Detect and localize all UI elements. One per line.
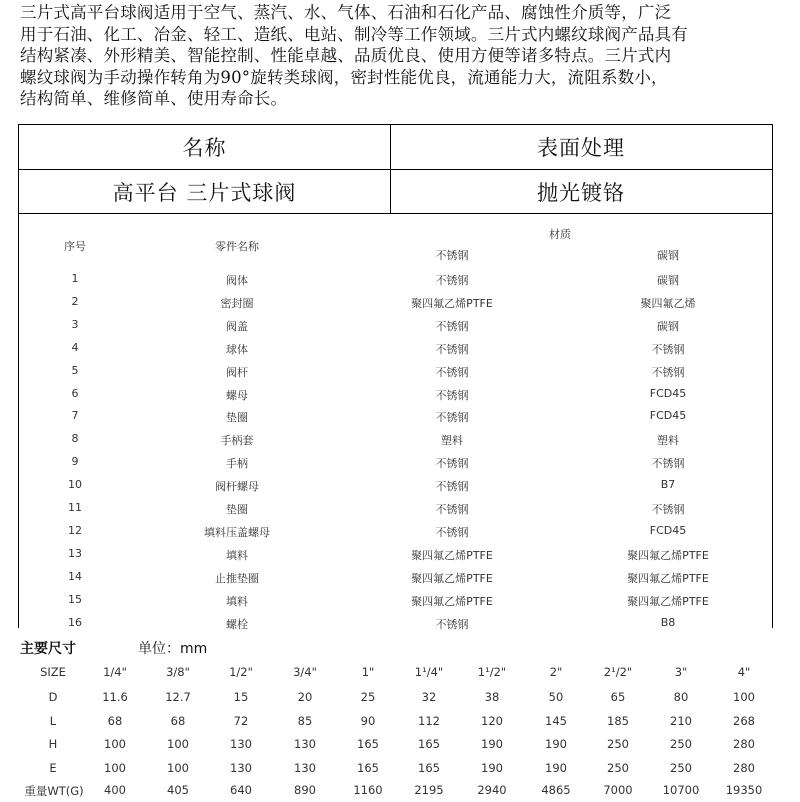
dim-row-label: L xyxy=(49,714,57,728)
dim-value: 7000 xyxy=(603,783,633,797)
dim-row-label: 重量WT(G) xyxy=(24,784,84,798)
name-finish-table xyxy=(18,124,773,214)
dim-value: 15 xyxy=(233,690,249,704)
dim-value: 90 xyxy=(360,714,376,728)
dim-value: 85 xyxy=(297,714,313,728)
size-value: 3" xyxy=(674,665,688,679)
dim-value: 890 xyxy=(294,783,316,797)
size-value: 1" xyxy=(361,665,375,679)
dim-value: 65 xyxy=(610,690,626,704)
dim-value: 640 xyxy=(230,783,252,797)
size-value: 3/4" xyxy=(293,665,317,679)
dim-value: 2940 xyxy=(477,783,507,797)
dim-value: 4865 xyxy=(541,783,571,797)
dim-value: 100 xyxy=(104,761,126,775)
dim-value: 100 xyxy=(733,690,755,704)
dim-value: 68 xyxy=(107,714,123,728)
name-header: 名称 xyxy=(19,125,391,169)
dim-value: 250 xyxy=(607,737,629,751)
dim-value: 268 xyxy=(733,714,755,728)
row-number: 10 xyxy=(68,478,82,492)
dim-row-label: D xyxy=(48,690,58,704)
material-a: 不锈钢 xyxy=(435,388,469,402)
material-a: 不锈钢 xyxy=(435,319,469,333)
dim-value: 80 xyxy=(673,690,689,704)
dim-value: 165 xyxy=(357,737,379,751)
col-no-header: 序号 xyxy=(64,240,86,253)
intro-line: 螺纹球阀为手动操作转角为90°旋转类球阀，密封性能优良，流通能力大，流阻系数小， xyxy=(20,67,668,87)
row-number: 16 xyxy=(68,615,82,629)
finish-header: 表面处理 xyxy=(537,136,625,160)
row-number: 8 xyxy=(71,432,79,446)
part-name: 垫圈 xyxy=(226,503,248,516)
dim-value: 50 xyxy=(548,690,564,704)
material-b: 不锈钢 xyxy=(651,503,685,516)
row-number: 14 xyxy=(68,569,82,583)
material-a: 聚四氟乙烯PTFE xyxy=(411,548,493,562)
row-number: 3 xyxy=(71,317,79,331)
material-a: 聚四氟乙烯PTFE xyxy=(411,296,493,310)
material-a: 不锈钢 xyxy=(435,274,469,287)
size-value: 1/4" xyxy=(103,665,127,679)
part-name: 阀体 xyxy=(226,274,248,287)
dim-value: 190 xyxy=(545,761,567,775)
material-a: 不锈钢 xyxy=(435,617,469,631)
material-b: 聚四氟乙烯 xyxy=(640,296,696,310)
size-value: 3/8" xyxy=(166,665,190,679)
dim-value: 2195 xyxy=(414,783,444,797)
material-b: B8 xyxy=(660,615,676,629)
intro-paragraph xyxy=(20,2,790,110)
surface-finish: 抛光镀铬 xyxy=(537,180,625,205)
part-name: 螺栓 xyxy=(226,617,248,631)
part-name: 阀盖 xyxy=(226,319,248,333)
part-name: 手柄套 xyxy=(220,434,254,448)
dimensions-unit: 单位：mm xyxy=(138,641,208,657)
dim-value: 32 xyxy=(421,690,437,704)
part-name: 手柄 xyxy=(226,457,248,471)
dim-value: 190 xyxy=(545,737,567,751)
intro-line: 结构简单、维修简单、使用寿命长。 xyxy=(20,89,288,108)
product-name: 高平台 三片式球阀 xyxy=(19,170,391,213)
size-value: 1¹/2" xyxy=(477,665,507,679)
intro-line: 用于石油、化工、冶金、轻工、造纸、电站、制冷等工作领域。三片式内螺纹球阀产品具有 xyxy=(20,24,688,44)
material-a: 不锈钢 xyxy=(435,480,469,494)
value-row xyxy=(19,170,772,213)
dim-value: 190 xyxy=(481,761,503,775)
dimensions-title: 主要尺寸 xyxy=(20,641,76,657)
dim-row-label: E xyxy=(49,761,57,775)
material-a: 不锈钢 xyxy=(435,411,469,425)
material-b: 聚四氟乙烯PTFE xyxy=(627,548,709,562)
dim-value: 145 xyxy=(545,714,567,728)
row-number: 4 xyxy=(71,340,79,354)
material-b: 聚四氟乙烯PTFE xyxy=(627,594,709,608)
part-name: 止推垫圈 xyxy=(215,571,259,585)
dim-value: 190 xyxy=(481,737,503,751)
row-number: 7 xyxy=(71,409,79,423)
dim-value: 100 xyxy=(167,761,189,775)
row-number: 15 xyxy=(68,592,82,606)
row-number: 13 xyxy=(68,546,82,560)
dim-value: 38 xyxy=(484,690,500,704)
part-name: 球体 xyxy=(226,342,248,356)
dim-value: 165 xyxy=(418,737,440,751)
dim-value: 100 xyxy=(167,737,189,751)
dim-row-label: H xyxy=(48,737,58,751)
material-b: FCD45 xyxy=(649,523,687,537)
part-name: 阀杆螺母 xyxy=(215,480,259,494)
row-number: 12 xyxy=(68,523,82,537)
material-b: 碳钢 xyxy=(657,274,679,287)
dim-value: 405 xyxy=(167,783,189,797)
dim-value: 130 xyxy=(230,761,252,775)
dim-value: 19350 xyxy=(725,783,763,797)
material-a: 不锈钢 xyxy=(435,457,469,471)
dim-value: 185 xyxy=(607,714,629,728)
part-name: 填料压盖螺母 xyxy=(204,525,270,539)
size-value: 1/2" xyxy=(229,665,253,679)
dim-value: 250 xyxy=(670,737,692,751)
material-a: 不锈钢 xyxy=(435,365,469,379)
dim-value: 250 xyxy=(670,761,692,775)
part-name: 填料 xyxy=(226,548,248,562)
dim-value: 165 xyxy=(418,761,440,775)
size-value: 1¹/4" xyxy=(414,665,444,679)
dim-value: 10700 xyxy=(662,783,700,797)
size-value: 4" xyxy=(737,665,751,679)
dim-value: 280 xyxy=(733,737,755,751)
material-a: 不锈钢 xyxy=(435,525,469,539)
header-row xyxy=(19,125,772,170)
size-value: 2" xyxy=(549,665,563,679)
row-number: 9 xyxy=(71,455,79,469)
row-number: 6 xyxy=(71,386,79,400)
dim-value: 210 xyxy=(670,714,692,728)
material-a: 聚四氟乙烯PTFE xyxy=(411,571,493,585)
dim-value: 100 xyxy=(104,737,126,751)
dim-row-label: SIZE xyxy=(40,665,66,679)
material-b: 不锈钢 xyxy=(651,457,685,471)
material-b: FCD45 xyxy=(649,386,687,400)
material-a: 塑料 xyxy=(441,434,463,448)
dim-value: 280 xyxy=(733,761,755,775)
intro-line: 三片式高平台球阀适用于空气、蒸汽、水、气体、石油和石化产品、腐蚀性介质等，广泛 xyxy=(20,3,672,22)
dim-value: 11.6 xyxy=(102,690,128,704)
part-name: 填料 xyxy=(226,594,248,608)
dim-value: 25 xyxy=(360,690,376,704)
dim-value: 68 xyxy=(170,714,186,728)
material-b: 不锈钢 xyxy=(651,342,685,356)
row-number: 2 xyxy=(71,294,79,308)
dim-value: 400 xyxy=(104,783,126,797)
part-name: 螺母 xyxy=(226,388,248,402)
material-b: 碳钢 xyxy=(657,319,679,333)
col-material-header: 材质 xyxy=(549,228,571,241)
dim-value: 120 xyxy=(481,714,503,728)
col-part-header: 零件名称 xyxy=(215,240,259,253)
material-a: 聚四氟乙烯PTFE xyxy=(411,594,493,608)
material-b: 不锈钢 xyxy=(651,365,685,379)
size-value: 2¹/2" xyxy=(603,665,633,679)
dim-value: 165 xyxy=(357,761,379,775)
intro-line: 结构紧凑、外形精美、智能控制、性能卓越、品质优良、使用方便等诸多特点。三片式内 xyxy=(20,46,672,65)
dim-value: 20 xyxy=(297,690,313,704)
dim-value: 72 xyxy=(233,714,249,728)
material-b: 塑料 xyxy=(657,434,679,448)
dim-value: 12.7 xyxy=(165,690,191,704)
dim-value: 130 xyxy=(230,737,252,751)
row-number: 5 xyxy=(71,363,79,377)
material-a: 不锈钢 xyxy=(435,503,469,516)
row-number: 1 xyxy=(71,272,79,285)
part-name: 阀杆 xyxy=(226,365,248,379)
part-name: 垫圈 xyxy=(226,411,248,425)
dim-value: 250 xyxy=(607,761,629,775)
dim-value: 112 xyxy=(418,714,440,728)
row-number: 11 xyxy=(68,501,82,514)
dim-value: 130 xyxy=(294,737,316,751)
material-b: B7 xyxy=(660,478,676,492)
material-a-header: 不锈钢 xyxy=(435,249,469,262)
dim-value: 1160 xyxy=(353,783,383,797)
material-b: 聚四氟乙烯PTFE xyxy=(627,571,709,585)
dim-value: 130 xyxy=(294,761,316,775)
material-a: 不锈钢 xyxy=(435,342,469,356)
material-b: FCD45 xyxy=(649,409,687,423)
part-name: 密封圈 xyxy=(220,296,254,310)
material-b-header: 碳钢 xyxy=(657,249,679,262)
